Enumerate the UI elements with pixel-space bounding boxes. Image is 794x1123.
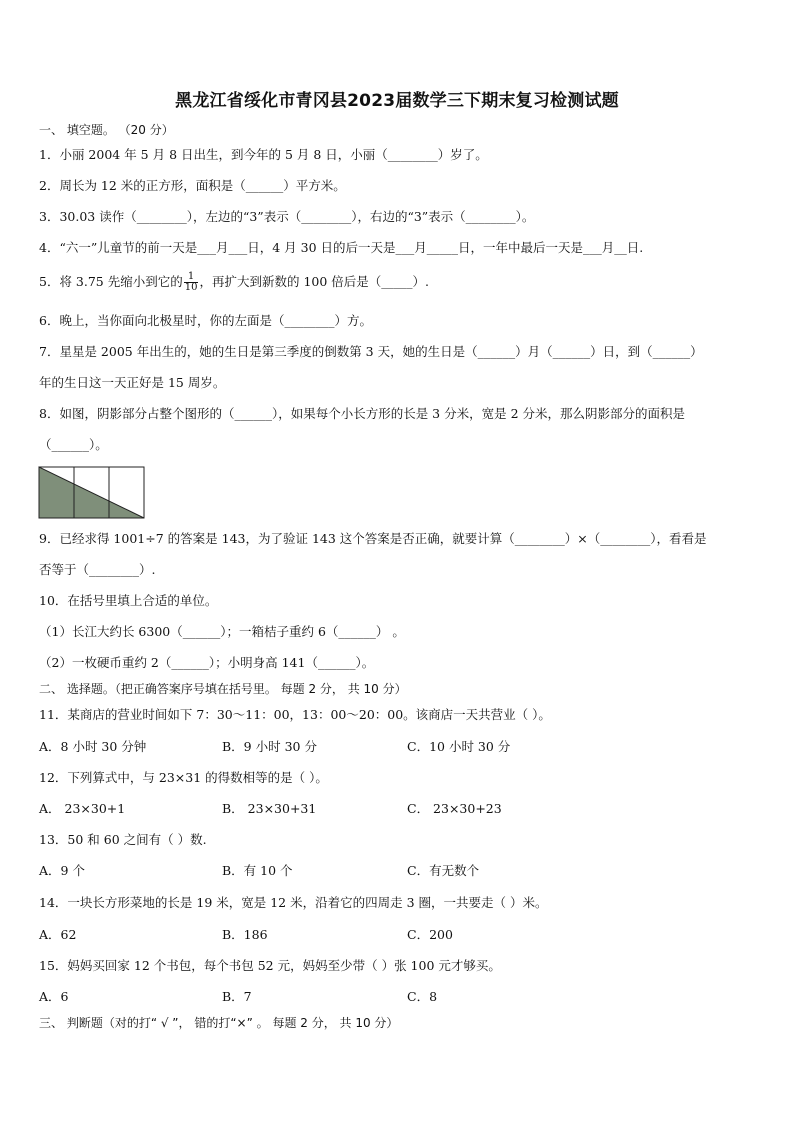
question-7-line-2: 年的生日这一天正好是 15 周岁。: [39, 375, 226, 390]
section-heading-fill-blank: 一、 填空题。 （20 分）: [39, 123, 174, 137]
fraction-numerator: 1: [184, 272, 199, 283]
question-5-text-b: ，再扩大到新数的 100 倍后是（_____）.: [199, 274, 429, 289]
section-heading-true-false: 三、 判断题（对的打“ √ ”， 错的打“×” 。 每题 2 分， 共 10 分）: [39, 1016, 399, 1030]
fraction-denominator: 10: [184, 282, 198, 293]
question-8-line-2: （______）。: [39, 437, 108, 452]
question-10-part-1: （1）长江大约长 6300（______）；一箱桔子重约 6（______） 。: [39, 624, 405, 639]
question-9-line-2: 否等于（________）.: [39, 562, 156, 577]
question-9-line-1: 9．已经求得 1001÷7 的答案是 143，为了验证 143 这个答案是否正确，就要计算（________）×（________），看看是: [39, 531, 707, 546]
shaded-rectangle-figure: [38, 466, 146, 520]
question-10: 10．在括号里填上合适的单位。: [39, 593, 218, 608]
question-11-option-b: B．9 小时 30 分: [222, 739, 317, 754]
question-13-option-c: C．有无数个: [407, 863, 480, 878]
question-12-option-c: C． 23×30+23: [407, 801, 502, 816]
page-title: 黑龙江省绥化市青冈县2023届数学三下期末复习检测试题: [175, 91, 619, 111]
question-15-option-b: B．7: [222, 989, 252, 1004]
fraction-one-tenth: [184, 272, 199, 293]
question-13-option-b: B．有 10 个: [222, 863, 293, 878]
question-12-option-b: B． 23×30+31: [222, 801, 317, 816]
question-15-option-a: A．6: [39, 989, 69, 1004]
question-14-option-c: C．200: [407, 927, 453, 942]
question-12: 12．下列算式中，与 23×31 的得数相等的是（ ）。: [39, 770, 328, 785]
question-13-option-a: A．9 个: [39, 863, 85, 878]
question-14-option-b: B．186: [222, 927, 268, 942]
question-7-line-1: 7．星星是 2005 年出生的，她的生日是第三季度的倒数第 3 天，她的生日是（______）月（______）日，到（______）: [39, 344, 703, 359]
question-11-option-c: C．10 小时 30 分: [407, 739, 511, 754]
question-1: 1．小丽 2004 年 5 月 8 日出生，到今年的 5 月 8 日，小丽（________）岁了。: [39, 147, 488, 162]
question-15: 15．妈妈买回家 12 个书包，每个书包 52 元，妈妈至少带（ ）张 100 元才够买。: [39, 958, 501, 973]
question-4: 4．“六一”儿童节的前一天是___月___日，4 月 30 日的后一天是___月_____日，一年中最后一天是___月__日.: [39, 240, 644, 255]
question-11-option-a: A．8 小时 30 分钟: [39, 739, 147, 754]
question-11: 11．某商店的营业时间如下 7：30～11：00，13：00～20：00。该商店一天共营业（ ）。: [39, 707, 551, 722]
question-3: 3．30.03 读作（________），左边的“3”表示（________），右边的“3”表示（________）。: [39, 209, 535, 224]
question-6: 6．晚上，当你面向北极星时，你的左面是（________）方。: [39, 313, 372, 328]
question-13: 13．50 和 60 之间有（ ）数.: [39, 832, 207, 847]
question-2: 2．周长为 12 米的正方形，面积是（______）平方米。: [39, 178, 346, 193]
section-heading-multiple-choice: 二、 选择题。（把正确答案序号填在括号里。 每题 2 分， 共 10 分）: [39, 682, 407, 696]
question-8-line-1: 8．如图，阴影部分占整个图形的（______），如果每个小长方形的长是 3 分米，宽是 2 分米，那么阴影部分的面积是: [39, 406, 686, 421]
question-14: 14．一块长方形菜地的长是 19 米，宽是 12 米，沿着它的四周走 3 圈，一共要走（ ）米。: [39, 895, 548, 910]
question-14-option-a: A．62: [39, 927, 77, 942]
question-5-text-a: 5．将 3.75 先缩小到它的: [39, 274, 183, 289]
question-10-part-2: （2）一枚硬币重约 2（______）；小明身高 141（______）。: [39, 655, 375, 670]
question-12-option-a: A． 23×30+1: [39, 801, 126, 816]
question-5: [39, 272, 429, 293]
question-15-option-c: C．8: [407, 989, 438, 1004]
